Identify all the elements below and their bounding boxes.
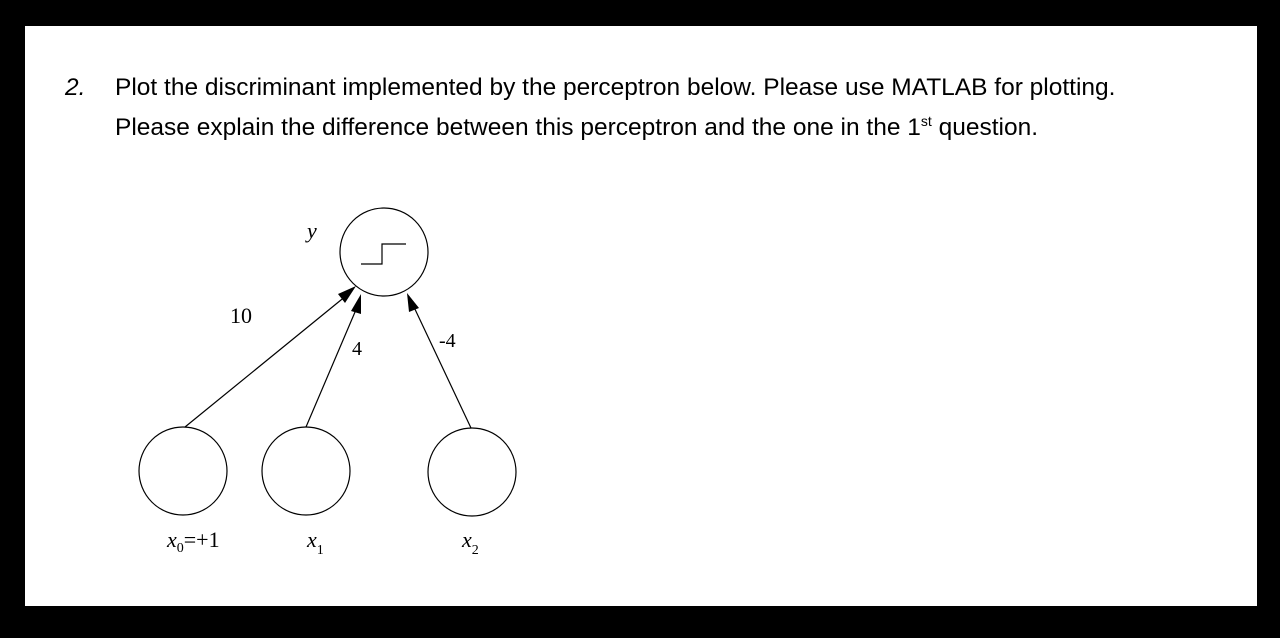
- weight-w2: -4: [439, 330, 456, 352]
- x1-subscript: 1: [316, 543, 324, 558]
- input-neuron-x2: [428, 428, 516, 516]
- output-label: y: [307, 218, 317, 243]
- question-number: 2.: [65, 74, 86, 101]
- edge-x2-to-y: [413, 305, 471, 428]
- edge-x0-to-y: [185, 291, 352, 427]
- question-line-2-text: Please explain the difference between this perceptron and the one in the 1: [115, 114, 921, 141]
- x1-base: x: [307, 527, 317, 552]
- arrowhead-x1: [351, 294, 361, 314]
- output-neuron: [340, 208, 428, 296]
- weight-w0: 10: [230, 303, 252, 328]
- arrowhead-x2: [407, 293, 419, 312]
- input-label-x2: [461, 527, 479, 558]
- perceptron-diagram: [25, 26, 1257, 606]
- question-line-1: Plot the discriminant implemented by the perceptron below. Please use MATLAB for plotting.: [115, 74, 1116, 101]
- x0-subscript: 0: [176, 541, 184, 556]
- input-neuron-x1: [262, 427, 350, 515]
- x2-subscript: 2: [471, 543, 479, 558]
- x0-suffix: =+1: [183, 527, 220, 552]
- x2-base: x: [462, 527, 472, 552]
- input-label-x0: [166, 527, 220, 556]
- edge-x1-to-y: [306, 305, 358, 427]
- input-neuron-x0: [139, 427, 227, 515]
- ordinal-superscript: st: [920, 113, 932, 129]
- x0-base: x: [167, 527, 177, 552]
- question-line-2-end: question.: [931, 114, 1039, 141]
- document-page: [25, 26, 1257, 606]
- weight-w1: 4: [352, 338, 362, 360]
- input-label-x1: [306, 527, 324, 558]
